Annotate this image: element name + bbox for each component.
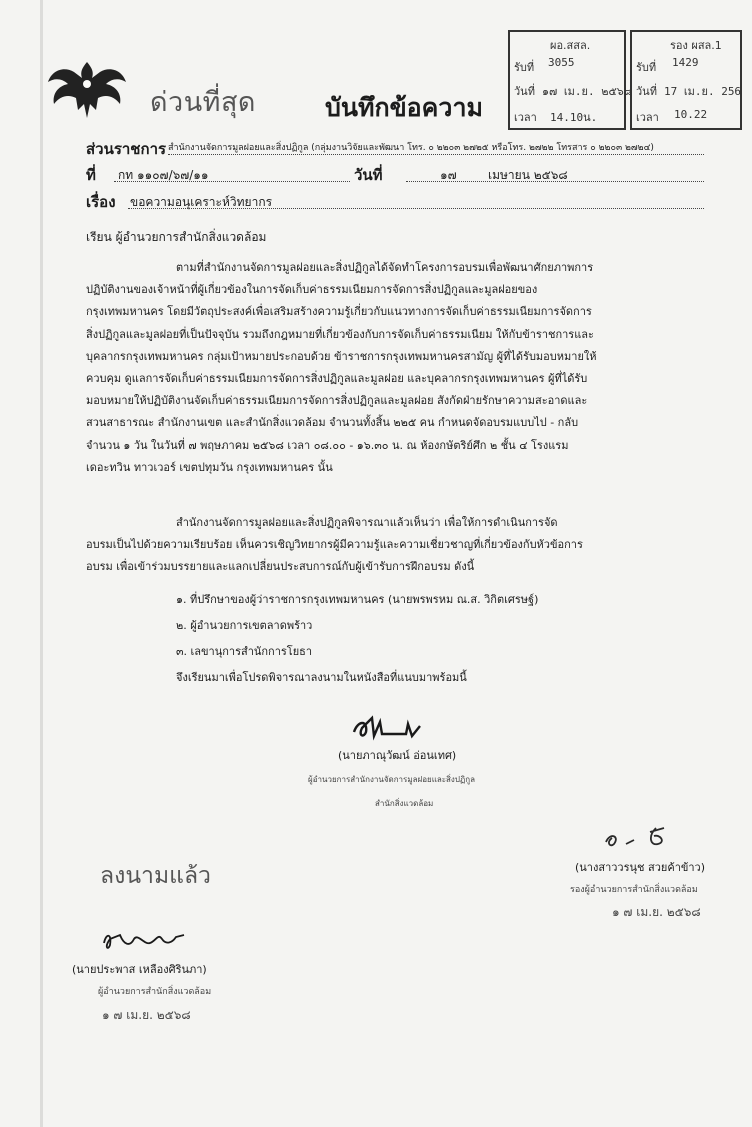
paragraph-line: ปฏิบัติงานของเจ้าหน้าที่ผู้เกี่ยวข้องในการจัดเก็บค่าธรรมเนียมการจัดการสิ่งปฏิกูลและมูลฝอยของ [86,283,538,297]
list-item: ๑. ที่ปรึกษาของผู้ว่าราชการกรุงเทพมหานคร (นายพรพรหม ณ.ส. วิกิตเศรษฐ์) [176,593,539,606]
stamp1-time-label: เวลา [514,111,537,124]
paragraph-line: สวนสาธารณะ สำนักงานเขต และสำนักสิ่งแวดล้อม จำนวนทั้งสิ้น ๒๒๕ คน กำหนดจัดอบรมแบบไป - กลับ [86,416,579,430]
subject-dotted-line [128,208,704,209]
stamp1-time: 14.10น. [550,111,598,124]
receipt-stamp-2 [630,30,742,130]
signer-2-date: ๑ ๗ เม.ย. ๒๕๖๘ [612,905,701,919]
memo-title: บันทึกข้อความ [325,93,483,122]
ref-value: กท ๑๑๐๗/๖๗/๑๑ [118,168,209,182]
closing-sentence: จึงเรียนมาเพื่อโปรดพิจารณาลงนามในหนังสือที่แนบมาพร้อมนี้ [176,671,467,684]
paragraph-line: สิ่งปฏิกูลและมูลฝอยที่เป็นปัจจุบัน รวมถึงกฎหมายที่เกี่ยวข้องกับการจัดเก็บค่าธรรมเนียม ให้กับข้าราชการและ [86,327,594,341]
list-item: ๓. เลขานุการสำนักการโยธา [176,645,313,658]
receipt-stamp-1 [508,30,633,130]
stamp2-date: 17 เม.ย. 256 [664,85,742,98]
paragraph-line: มอบหมายให้ปฏิบัติงานจัดเก็บค่าธรรมเนียมการจัดการสิ่งปฏิกูลและมูลฝอย สังกัดฝ่ายรักษาความสะอาดและ [86,394,588,408]
signer-3-name: (นายประพาส เหลืองศิรินภา) [72,963,207,976]
paragraph-line: สำนักงานจัดการมูลฝอยและสิ่งปฏิกูลพิจารณาแล้วเห็นว่า เพื่อให้การดำเนินการจัด [176,516,558,529]
paragraph-line: เดอะทวิน ทาวเวอร์ เขตปทุมวัน กรุงเทพมหานคร นั้น [86,460,333,474]
stamp1-org: ผอ.สสล. [550,39,591,52]
signer-1-org: สำนักสิ่งแวดล้อม [375,799,434,808]
dept-value: สำนักงานจัดการมูลฝอยและสิ่งปฏิกูล (กลุ่มงานวิจัยและพัฒนา โทร. ๐ ๒๒๐๓ ๒๗๒๕ หรือโทร. ๒๗๒๒ โทรสาร ๐ ๒๒๐๓ ๒๗๒๔) [168,143,654,153]
signer-2-position: รองผู้อำนวยการสำนักสิ่งแวดล้อม [570,885,698,895]
signer-3-position: ผู้อำนวยการสำนักสิ่งแวดล้อม [98,987,212,997]
urgency-label: ด่วนที่สุด [150,87,256,118]
salutation: เรียน ผู้อำนวยการสำนักสิ่งแวดล้อม [86,230,267,244]
signature-3-image [100,925,190,955]
signer-1-position: ผู้อำนวยการสำนักงานจัดการมูลฝอยและสิ่งปฏิกูล [308,775,476,784]
stamp2-date-label: วันที่ [636,85,657,98]
paragraph-line: บุคลากรกรุงเทพมหานคร กลุ่มเป้าหมายประกอบด้วย ข้าราชการกรุงเทพมหานครสามัญ ผู้ที่ได้รับมอบหมายให้ [86,349,597,363]
stamp1-receive-no: 3055 [548,56,575,69]
signature-1-image [350,710,430,744]
paragraph-line: ตามที่สำนักงานจัดการมูลฝอยและสิ่งปฏิกูลได้จัดทำโครงการอบรมเพื่อพัฒนาศักยภาพการ [176,261,594,274]
paragraph-line: จำนวน ๑ วัน ในวันที่ ๗ พฤษภาคม ๒๕๖๘ เวลา ๐๘.๐๐ - ๑๖.๓๐ น. ณ ห้องกษัตริย์ศึก ๒ ชั้น ๔ โรงแรม [86,438,569,452]
stamp2-receive-no: 1429 [672,56,699,69]
paragraph-line: อบรม เพื่อเข้าร่วมบรรยายและแลกเปลี่ยนประสบการณ์กับผู้เข้ารับการฝึกอบรม ดังนี้ [86,560,475,574]
list-item: ๒. ผู้อำนวยการเขตลาดพร้าว [176,619,313,632]
stamp1-date-label: วันที่ [514,85,535,98]
subject-value: ขอความอนุเคราะห์วิทยากร [130,195,273,209]
stamp2-receive-label: รับที่ [636,61,657,74]
signed-note: ลงนามแล้ว [100,863,211,889]
date-label: วันที่ [354,166,383,184]
date-day: ๑๗ [440,168,457,182]
body-paragraph-1 [86,257,597,479]
signer-1-name: (นายภาณุวัฒน์ อ่อนเทศ) [338,749,457,762]
body-paragraph-2 [86,512,583,579]
stamp2-time: 10.22 [674,108,708,121]
stamp2-org: รอง ผสล.1 [670,39,722,52]
date-dotted-line [406,181,704,182]
paragraph-line: ควบคุม ดูแลการจัดเก็บค่าธรรมเนียมการจัดการสิ่งปฏิกูลและมูลฝอย และบุคลากรกรุงเทพมหานคร ผู้ที่ได้รับ [86,372,588,386]
dept-label: ส่วนราชการ [86,140,167,158]
signer-3-date: ๑ ๗ เม.ย. ๒๕๖๘ [102,1008,191,1022]
speaker-list [176,587,538,665]
scan-shadow-edge [40,0,43,1127]
garuda-emblem-icon [44,58,130,124]
ref-dotted-line [114,181,350,182]
signature-2-image [600,822,690,856]
stamp1-receive-label: รับที่ [514,61,535,74]
signer-2-name: (นางสาววรนุช สวยค้าข้าว) [575,861,706,874]
ref-label: ที่ [86,166,96,184]
stamp2-time-label: เวลา [636,111,659,124]
paragraph-line: กรุงเทพมหานคร โดยมีวัตถุประสงค์เพื่อเสริมสร้างความรู้เกี่ยวกับแนวทางการจัดเก็บค่าธรรมเนียมการจัดการ [86,305,592,319]
subject-label: เรื่อง [86,193,116,211]
paragraph-line: อบรมเป็นไปด้วยความเรียบร้อย เห็นควรเชิญวิทยากรผู้มีความรู้และความเชี่ยวชาญที่เกี่ยวข้องกับหัวข้อการ [86,538,583,552]
dept-dotted-line [168,154,704,155]
date-month-year: เมษายน ๒๕๖๘ [488,168,568,182]
stamp1-date: ๑๗ เม.ย. ๒๕๖๘ [542,85,633,98]
